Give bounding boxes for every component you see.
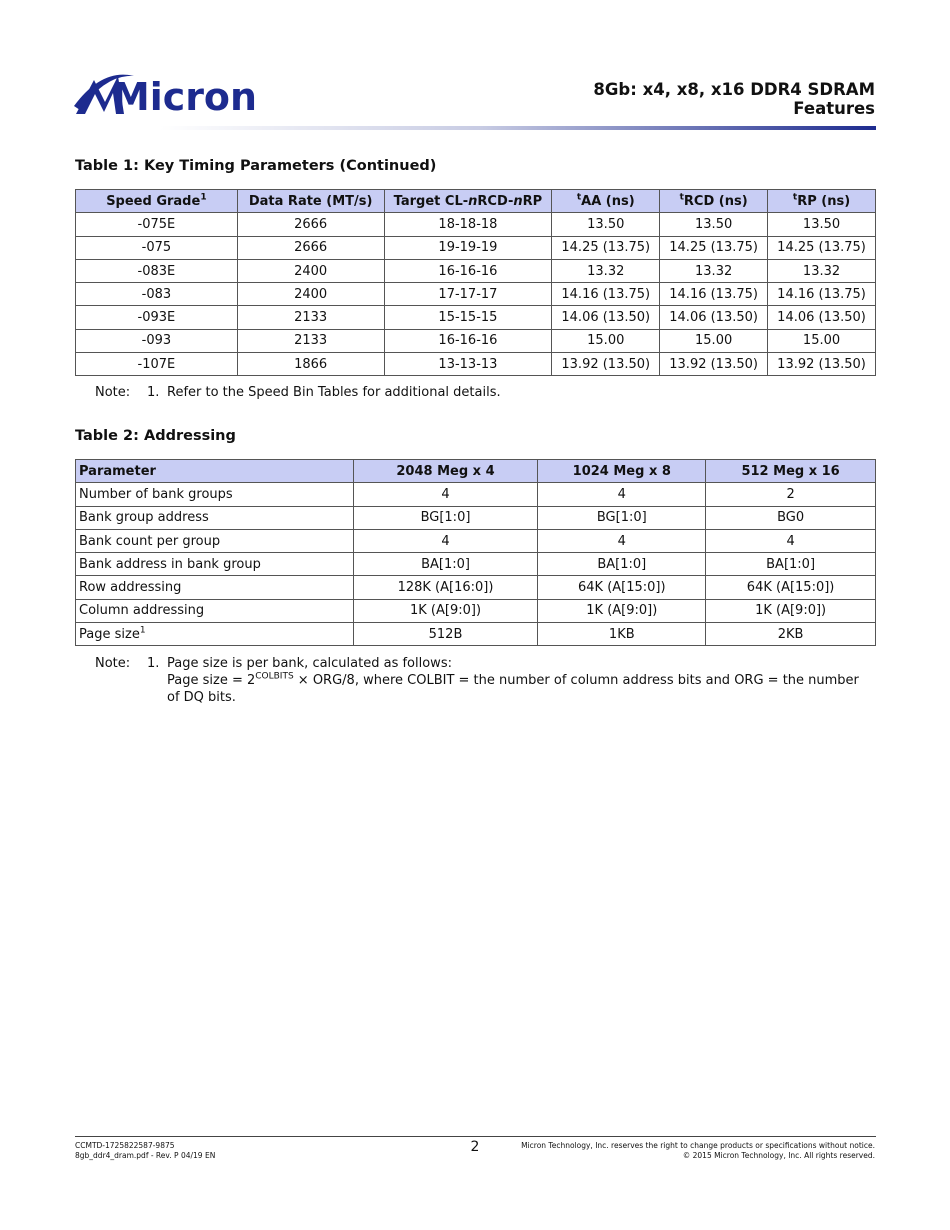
table-cell: Bank address in bank group [76, 553, 354, 576]
page-number: 2 [470, 1139, 480, 1155]
table-cell: BG[1:0] [353, 506, 538, 529]
table-cell: 64K (A[15:0]) [706, 576, 876, 599]
table-cell: 14.06 (13.50) [552, 306, 660, 329]
table-cell: BA[1:0] [353, 553, 538, 576]
table-cell: 14.16 (13.75) [768, 283, 876, 306]
table-cell: -075 [76, 236, 238, 259]
table-cell: 13.92 (13.50) [552, 353, 660, 376]
table-cell: Column addressing [76, 599, 354, 622]
table-cell: BG0 [706, 506, 876, 529]
note-text: Page size is per bank, calculated as follows: Page size = $2^{COLBITS} \times ORG/8$, where COLBIT = the number of column address bits and ORG = the number of DQ bits. [167, 656, 859, 705]
table-cell: 1K (A[9:0]) [706, 599, 876, 622]
note-text: Refer to the Speed Bin Tables for additional details. [167, 385, 501, 400]
table-cell: 13.32 [552, 259, 660, 282]
table-cell: 1K (A[9:0]) [353, 599, 538, 622]
table2-row [76, 576, 876, 599]
note-number: 1. [147, 656, 160, 671]
table2-row [76, 483, 876, 506]
table1-header-row [76, 190, 876, 213]
th-2048-meg-x4: 2048 Meg x 4 [353, 460, 538, 483]
table-cell: 2133 [237, 329, 384, 352]
table-cell: 1K (A[9:0]) [538, 599, 706, 622]
table2-row [76, 529, 876, 552]
table1-row [76, 353, 876, 376]
th-taa: $^t$AA (ns) [552, 190, 660, 213]
table-cell: 19-19-19 [384, 236, 552, 259]
table1-row [76, 283, 876, 306]
table1-title: Table 1: Key Timing Parameters (Continued) [75, 158, 437, 174]
table-cell: 4 [706, 529, 876, 552]
table-cell: 18-18-18 [384, 213, 552, 236]
table2-row [76, 553, 876, 576]
table-cell: 1KB [538, 623, 706, 646]
key-timing-table [75, 189, 876, 376]
table-cell: 13.50 [552, 213, 660, 236]
table-cell: 14.06 (13.50) [660, 306, 768, 329]
table-cell: 4 [538, 483, 706, 506]
table-cell: -075E [76, 213, 238, 236]
footer-copyright: © 2015 Micron Technology, Inc. All rights reserved. [682, 1151, 875, 1160]
footer-right [521, 1141, 875, 1161]
table-cell: 13.32 [660, 259, 768, 282]
th-trp: $^t$RP (ns) [768, 190, 876, 213]
th-speed-grade: Speed Grade$^1$ [76, 190, 238, 213]
footer-rule [75, 1136, 876, 1137]
table1-row [76, 259, 876, 282]
table-cell: BG[1:0] [538, 506, 706, 529]
table2-row [76, 599, 876, 622]
document-title: 8Gb: x4, x8, x16 DDR4 SDRAM [593, 80, 875, 99]
table-cell: 512B [353, 623, 538, 646]
table-cell: 14.25 (13.75) [660, 236, 768, 259]
table-cell: 2KB [706, 623, 876, 646]
table2-title: Table 2: Addressing [75, 428, 236, 444]
table-cell: -107E [76, 353, 238, 376]
header-gradient-bar [160, 126, 876, 130]
micron-logo-wordmark: Micron [112, 75, 257, 118]
table-cell: 4 [538, 529, 706, 552]
table-cell: 2400 [237, 283, 384, 306]
table-cell: Number of bank groups [76, 483, 354, 506]
table-cell: 15-15-15 [384, 306, 552, 329]
table-cell: 2666 [237, 213, 384, 236]
table-cell: Page size$^1$ [76, 623, 354, 646]
table2-header-row [76, 460, 876, 483]
table-cell: -093E [76, 306, 238, 329]
th-trcd: $^t$RCD (ns) [660, 190, 768, 213]
table-cell: -083 [76, 283, 238, 306]
footer-revision: 8gb_ddr4_dram.pdf - Rev. P 04/19 EN [75, 1151, 216, 1160]
table-cell: 15.00 [660, 329, 768, 352]
table-cell: 14.06 (13.50) [768, 306, 876, 329]
note-number: 1. [147, 385, 160, 400]
table1-row [76, 306, 876, 329]
table-cell: 13.50 [768, 213, 876, 236]
document-section: Features [793, 99, 875, 118]
table-cell: 13.92 (13.50) [768, 353, 876, 376]
th-parameter: Parameter [76, 460, 354, 483]
note-label: Note: [95, 656, 131, 671]
table-cell: 14.25 (13.75) [768, 236, 876, 259]
table1-row [76, 213, 876, 236]
table1-row [76, 329, 876, 352]
table-cell: 1866 [237, 353, 384, 376]
table-cell: 14.25 (13.75) [552, 236, 660, 259]
th-1024-meg-x8: 1024 Meg x 8 [538, 460, 706, 483]
table-cell: 2666 [237, 236, 384, 259]
footer-left [75, 1141, 215, 1161]
footer-disclaimer: Micron Technology, Inc. reserves the right to change products or specifications without notice. [521, 1141, 875, 1150]
table-cell: 4 [353, 529, 538, 552]
table-cell: 2 [706, 483, 876, 506]
table-cell: Row addressing [76, 576, 354, 599]
table-cell: 14.16 (13.75) [660, 283, 768, 306]
document-header [593, 80, 875, 118]
th-data-rate: Data Rate (MT/s) [237, 190, 384, 213]
table-cell: 2133 [237, 306, 384, 329]
table-cell: 13-13-13 [384, 353, 552, 376]
table-cell: BA[1:0] [706, 553, 876, 576]
table-cell: 14.16 (13.75) [552, 283, 660, 306]
note-label: Note: [95, 385, 131, 400]
table-cell: 13.32 [768, 259, 876, 282]
table-cell: Bank count per group [76, 529, 354, 552]
th-512-meg-x16: 512 Meg x 16 [706, 460, 876, 483]
addressing-table [75, 459, 876, 646]
table-cell: 13.92 (13.50) [660, 353, 768, 376]
table1-row [76, 236, 876, 259]
table-cell: -083E [76, 259, 238, 282]
table-cell: 15.00 [552, 329, 660, 352]
footer-doc-id: CCMTD-1725822587-9875 [75, 1141, 175, 1150]
micron-logo [72, 66, 262, 118]
table-cell: 2400 [237, 259, 384, 282]
table-cell: 64K (A[15:0]) [538, 576, 706, 599]
table-cell: Bank group address [76, 506, 354, 529]
table-cell: 16-16-16 [384, 329, 552, 352]
table-cell: 13.50 [660, 213, 768, 236]
table-cell: 16-16-16 [384, 259, 552, 282]
table-cell: BA[1:0] [538, 553, 706, 576]
table2-row [76, 506, 876, 529]
th-target-cl: Target CL-nRCD-nRP [384, 190, 552, 213]
table-cell: 4 [353, 483, 538, 506]
table-cell: 15.00 [768, 329, 876, 352]
table-cell: 128K (A[16:0]) [353, 576, 538, 599]
table2-row [76, 623, 876, 646]
table-cell: 17-17-17 [384, 283, 552, 306]
table-cell: -093 [76, 329, 238, 352]
